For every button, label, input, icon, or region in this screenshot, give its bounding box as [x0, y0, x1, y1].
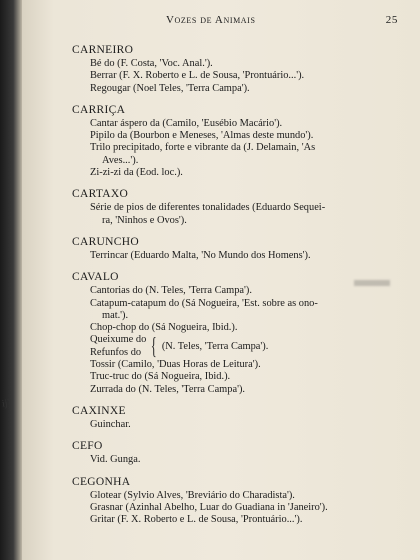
entry-line: Tossir (Camilo, 'Duas Horas de Leitura').: [90, 359, 261, 371]
entry-line: Chop-chop do (Sá Nogueira, Ibid.).: [90, 322, 238, 334]
bracket-name: Refunfos do: [90, 346, 142, 358]
entry-line: Pipilo da (Bourbon e Meneses, 'Almas deste mundo').: [90, 130, 314, 142]
entry-heading: CARTAXO: [72, 188, 129, 201]
entry-heading: CARRIÇA: [72, 103, 126, 116]
entry-line: Regougar (Noel Teles, 'Terra Campa').: [90, 82, 250, 94]
entry-line: Gritar (F. X. Roberto e L. de Sousa, 'Prontuário...').: [90, 514, 303, 526]
book-page: [22, 0, 420, 560]
bracketed-entry: [72, 334, 382, 359]
entry-line: Bé do (F. Costa, 'Voc. Anal.').: [90, 58, 213, 69]
entry-heading: CEGONHA: [72, 475, 131, 488]
bracket-name: Queixume do: [90, 334, 147, 346]
entry-line: Terrincar (Eduardo Malta, 'No Mundo dos Homens').: [90, 249, 311, 261]
entry-heading: CARNEIRO: [72, 44, 134, 56]
entry-line: Cantar áspero da (Camilo, 'Eusébio Macário').: [90, 117, 283, 129]
entry-carneiro: [72, 44, 382, 95]
bracket-source: (N. Teles, 'Terra Campa').: [161, 340, 269, 352]
entry-cartaxo: [72, 188, 382, 227]
entry-line-continuation: mat.').: [102, 309, 129, 321]
entry-line-continuation: ra, 'Ninhos e Ovos').: [102, 214, 187, 226]
entry-line: Guinchar.: [90, 418, 131, 430]
curly-brace-glyph: {: [151, 333, 157, 360]
running-title: Vozes de Animais: [166, 14, 256, 26]
entry-line: Zi-zi-zi da (Eod. loc.).: [90, 167, 183, 179]
entry-line-continuation: Aves...').: [102, 154, 139, 166]
entry-heading: CAXINXE: [72, 404, 126, 417]
entry-line: Trilo precipitado, forte e vibrante da (J. Delamain, 'As: [90, 142, 316, 154]
entry-caruncho: [72, 236, 382, 262]
entry-line: Cantorias do (N. Teles, 'Terra Campa').: [90, 285, 252, 297]
entry-heading: CARUNCHO: [72, 235, 139, 248]
entry-line: Vid. Gunga.: [90, 454, 141, 466]
bracket-names: [90, 334, 146, 359]
entry-line: Glotear (Sylvio Alves, 'Breviário do Charadista').: [90, 489, 295, 501]
entry-cavalo: [72, 271, 382, 396]
entry-carrica: [72, 104, 382, 179]
entry-line: Catapum-catapum do (Sá Nogueira, 'Est. sobre as ono-: [90, 297, 318, 309]
margin-mark: ij): [1, 397, 12, 410]
entry-line: Zurrada do (N. Teles, 'Terra Campa').: [90, 383, 246, 395]
entry-heading: CEFO: [72, 440, 103, 453]
entry-line: Truc-truc do (Sá Nogueira, Ibid.).: [90, 371, 231, 383]
entry-cegonha: [72, 476, 382, 527]
entry-caxinxe: [72, 405, 382, 431]
entry-heading: CAVALO: [72, 271, 119, 284]
dictionary-content: [72, 44, 382, 535]
page-number: 25: [385, 14, 398, 26]
entry-line: Série de pios de diferentes tonalidades (Eduardo Sequei-: [90, 202, 326, 214]
entry-line: Berrar (F. X. Roberto e L. de Sousa, 'Prontuário...').: [90, 70, 305, 82]
book-gutter-shadow: [0, 0, 22, 560]
entry-line: Grasnar (Azinhal Abelho, Luar do Guadiana in 'Janeiro').: [90, 501, 328, 513]
entry-cefo: [72, 440, 382, 466]
